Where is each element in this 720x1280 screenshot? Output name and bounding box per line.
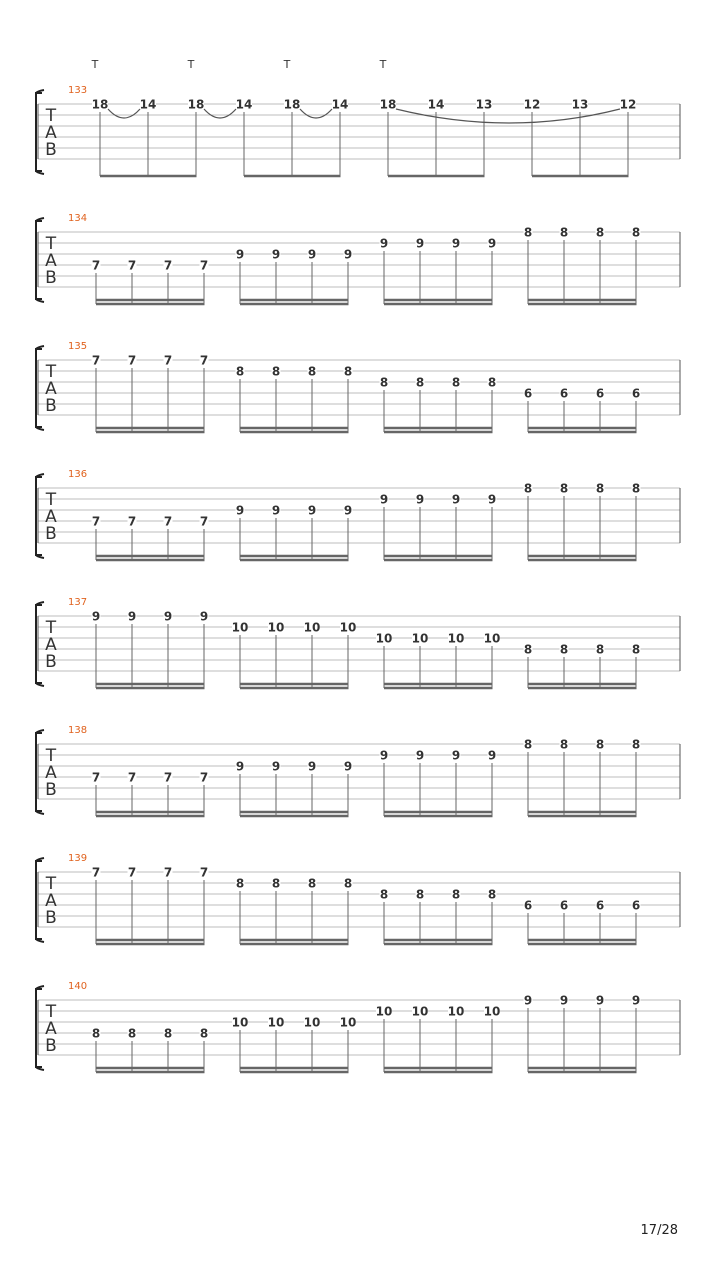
fret-number: 8 — [415, 887, 425, 902]
fret-number: 7 — [127, 258, 137, 273]
fret-number: 10 — [231, 620, 249, 635]
fret-number: 9 — [487, 236, 497, 251]
fret-number: 6 — [631, 386, 641, 401]
tap-mark: T — [91, 58, 99, 71]
fret-number: 10 — [447, 1004, 465, 1019]
fret-number: 7 — [163, 353, 173, 368]
fret-number: 9 — [595, 993, 605, 1008]
fret-number: 9 — [307, 759, 317, 774]
fret-number: 9 — [235, 503, 245, 518]
fret-number: 6 — [559, 898, 569, 913]
fret-number: 7 — [127, 770, 137, 785]
legato-arc — [108, 109, 140, 118]
fret-number: 8 — [487, 887, 497, 902]
fret-number: 8 — [343, 876, 353, 891]
measure-number: 137 — [68, 597, 88, 608]
fret-number: 8 — [595, 225, 605, 240]
tab-clef-letter: A — [45, 123, 57, 143]
fret-number: 9 — [451, 236, 461, 251]
fret-number: 9 — [559, 993, 569, 1008]
fret-number: 9 — [631, 993, 641, 1008]
fret-number: 9 — [271, 503, 281, 518]
fret-number: 10 — [267, 620, 285, 635]
fret-number: 8 — [559, 642, 569, 657]
fret-number: 8 — [523, 642, 533, 657]
tab-clef-letter: A — [45, 379, 57, 399]
fret-number: 7 — [127, 353, 137, 368]
fret-number: 10 — [375, 631, 393, 646]
fret-number: 10 — [375, 1004, 393, 1019]
fret-number: 9 — [199, 609, 209, 624]
system-bracket-hook — [36, 218, 44, 302]
system-bracket-hook — [36, 986, 44, 1070]
fret-number: 9 — [379, 492, 389, 507]
fret-number: 8 — [631, 481, 641, 496]
fret-number: 8 — [487, 375, 497, 390]
fret-number: 8 — [379, 887, 389, 902]
fret-number: 10 — [447, 631, 465, 646]
fret-number: 8 — [559, 737, 569, 752]
fret-number: 9 — [415, 748, 425, 763]
fret-number: 8 — [631, 737, 641, 752]
tab-clef-letter: B — [45, 140, 57, 160]
fret-number: 7 — [91, 770, 101, 785]
tab-clef-letter: T — [45, 874, 57, 894]
fret-number: 10 — [231, 1015, 249, 1030]
fret-number: 9 — [523, 993, 533, 1008]
fret-number: 8 — [307, 364, 317, 379]
fret-number: 8 — [415, 375, 425, 390]
fret-number: 8 — [559, 481, 569, 496]
tap-mark: T — [283, 58, 291, 71]
system-bracket-hook — [36, 474, 44, 558]
fret-number: 9 — [235, 759, 245, 774]
tab-clef-letter: A — [45, 763, 57, 783]
fret-number: 8 — [127, 1026, 137, 1041]
fret-number: 6 — [631, 898, 641, 913]
tab-clef-letter: T — [45, 1002, 57, 1022]
system-bracket-hook — [36, 730, 44, 814]
fret-number: 7 — [127, 865, 137, 880]
tab-clef-letter: B — [45, 524, 57, 544]
fret-number: 7 — [163, 258, 173, 273]
tab-clef-letter: A — [45, 891, 57, 911]
fret-number: 9 — [91, 609, 101, 624]
system-bracket-hook — [36, 90, 44, 174]
tab-clef-letter: T — [45, 490, 57, 510]
fret-number: 8 — [451, 375, 461, 390]
system-bracket-hook — [36, 346, 44, 430]
fret-number: 9 — [271, 247, 281, 262]
tab-clef-letter: A — [45, 635, 57, 655]
fret-number: 8 — [595, 481, 605, 496]
fret-number: 10 — [483, 631, 501, 646]
tab-clef-letter: T — [45, 362, 57, 382]
fret-number: 18 — [283, 97, 301, 112]
fret-number: 8 — [235, 364, 245, 379]
fret-number: 10 — [483, 1004, 501, 1019]
fret-number: 8 — [559, 225, 569, 240]
fret-number: 12 — [523, 97, 541, 112]
measure-number: 134 — [68, 213, 88, 224]
page-number: 17/28 — [640, 1223, 678, 1238]
fret-number: 12 — [619, 97, 637, 112]
tap-mark: T — [379, 58, 387, 71]
fret-number: 8 — [523, 481, 533, 496]
fret-number: 6 — [523, 386, 533, 401]
tab-clef-letter: A — [45, 1019, 57, 1039]
fret-number: 9 — [271, 759, 281, 774]
fret-number: 18 — [187, 97, 205, 112]
measure-number: 140 — [68, 981, 88, 992]
fret-number: 7 — [199, 258, 209, 273]
fret-number: 7 — [91, 258, 101, 273]
fret-number: 7 — [199, 865, 209, 880]
tab-clef-letter: B — [45, 652, 57, 672]
fret-number: 7 — [127, 514, 137, 529]
fret-number: 9 — [163, 609, 173, 624]
fret-number: 8 — [523, 225, 533, 240]
fret-number: 7 — [199, 514, 209, 529]
fret-number: 9 — [379, 748, 389, 763]
tab-clef-letter: T — [45, 234, 57, 254]
fret-number: 9 — [343, 247, 353, 262]
fret-number: 9 — [451, 492, 461, 507]
fret-number: 7 — [163, 770, 173, 785]
tab-clef-letter: B — [45, 396, 57, 416]
fret-number: 7 — [91, 353, 101, 368]
fret-number: 9 — [415, 236, 425, 251]
fret-number: 7 — [199, 770, 209, 785]
fret-number: 9 — [235, 247, 245, 262]
fret-number: 8 — [631, 642, 641, 657]
fret-number: 10 — [411, 1004, 429, 1019]
measure-number: 136 — [68, 469, 88, 480]
fret-number: 18 — [91, 97, 109, 112]
fret-number: 7 — [91, 514, 101, 529]
fret-number: 10 — [339, 1015, 357, 1030]
fret-number: 6 — [523, 898, 533, 913]
fret-number: 7 — [163, 865, 173, 880]
fret-number: 7 — [91, 865, 101, 880]
fret-number: 14 — [427, 97, 445, 112]
fret-number: 9 — [343, 759, 353, 774]
tab-clef-letter: A — [45, 507, 57, 527]
fret-number: 18 — [379, 97, 397, 112]
fret-number: 9 — [487, 492, 497, 507]
fret-number: 7 — [199, 353, 209, 368]
tab-clef-letter: B — [45, 908, 57, 928]
fret-number: 8 — [163, 1026, 173, 1041]
fret-number: 8 — [199, 1026, 209, 1041]
fret-number: 7 — [163, 514, 173, 529]
tap-mark: T — [187, 58, 195, 71]
measure-number: 133 — [68, 85, 88, 96]
tab-clef-letter: B — [45, 268, 57, 288]
fret-number: 8 — [307, 876, 317, 891]
fret-number: 8 — [235, 876, 245, 891]
fret-number: 6 — [595, 386, 605, 401]
fret-number: 13 — [475, 97, 493, 112]
fret-number: 9 — [343, 503, 353, 518]
fret-number: 14 — [139, 97, 157, 112]
fret-number: 6 — [559, 386, 569, 401]
fret-number: 9 — [307, 503, 317, 518]
fret-number: 9 — [379, 236, 389, 251]
system-bracket-hook — [36, 858, 44, 942]
fret-number: 6 — [595, 898, 605, 913]
fret-number: 9 — [487, 748, 497, 763]
fret-number: 8 — [595, 642, 605, 657]
fret-number: 8 — [523, 737, 533, 752]
tab-clef-letter: T — [45, 746, 57, 766]
fret-number: 10 — [411, 631, 429, 646]
fret-number: 8 — [631, 225, 641, 240]
fret-number: 10 — [303, 1015, 321, 1030]
tab-clef-letter: B — [45, 780, 57, 800]
system-bracket-hook — [36, 602, 44, 686]
measure-number: 138 — [68, 725, 88, 736]
fret-number: 9 — [451, 748, 461, 763]
tab-clef-letter: A — [45, 251, 57, 271]
fret-number: 14 — [235, 97, 253, 112]
legato-arc — [204, 109, 236, 118]
tab-clef-letter: T — [45, 618, 57, 638]
fret-number: 9 — [127, 609, 137, 624]
fret-number: 10 — [303, 620, 321, 635]
fret-number: 10 — [339, 620, 357, 635]
legato-arc — [300, 109, 332, 118]
fret-number: 9 — [307, 247, 317, 262]
fret-number: 8 — [91, 1026, 101, 1041]
fret-number: 8 — [451, 887, 461, 902]
tab-clef-letter: B — [45, 1036, 57, 1056]
fret-number: 14 — [331, 97, 349, 112]
measure-number: 139 — [68, 853, 88, 864]
measure-number: 135 — [68, 341, 88, 352]
fret-number: 8 — [379, 375, 389, 390]
tab-clef-letter: T — [45, 106, 57, 126]
fret-number: 9 — [415, 492, 425, 507]
fret-number: 8 — [343, 364, 353, 379]
fret-number: 8 — [271, 876, 281, 891]
fret-number: 8 — [595, 737, 605, 752]
fret-number: 13 — [571, 97, 589, 112]
fret-number: 10 — [267, 1015, 285, 1030]
fret-number: 8 — [271, 364, 281, 379]
